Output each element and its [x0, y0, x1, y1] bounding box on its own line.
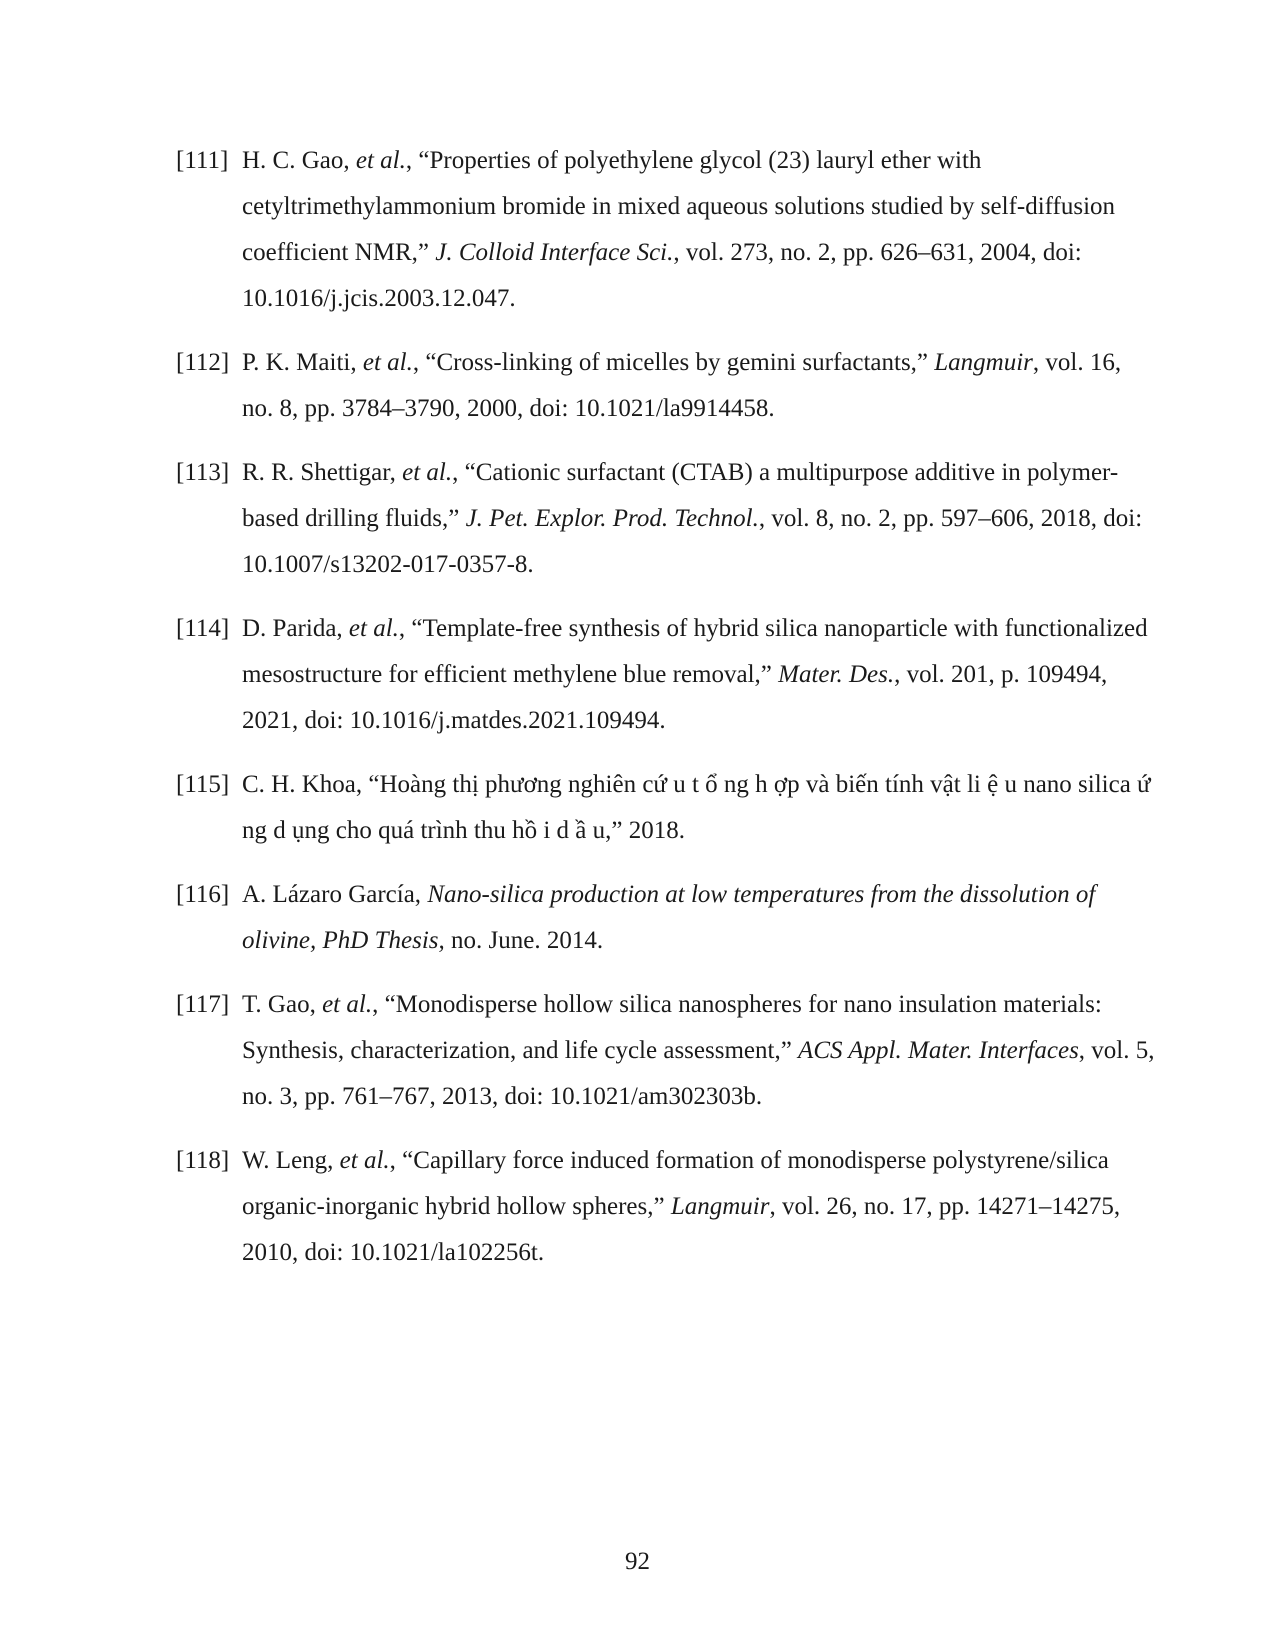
reference-item [176, 1138, 1156, 1276]
reference-title: , “Cross-linking of micelles by gemini surfactants,” [412, 349, 935, 376]
reference-item [176, 606, 1156, 744]
reference-item [176, 340, 1156, 432]
reference-et-al: et al. [362, 349, 413, 376]
reference-details: , vol. 201, p. 109494, 2021, doi: 10.1016/j.matdes.2021.109494. [242, 661, 1108, 734]
reference-details: , vol. 8, no. 2, pp. 597–606, 2018, doi: 10.1007/s13202-017-0357-8. [242, 505, 1143, 578]
reference-details: , vol. 273, no. 2, pp. 626–631, 2004, doi: 10.1016/j.jcis.2003.12.047. [242, 239, 1082, 312]
reference-authors: P. K. Maiti, [242, 349, 363, 376]
reference-journal: Mater. Des. [778, 661, 895, 688]
reference-et-al: et al. [339, 1147, 390, 1174]
reference-item [176, 450, 1156, 588]
reference-title: , “Template-free synthesis of hybrid silica nanoparticle with functionalized mesostructure for efficient methylene blue removal,” [242, 615, 1148, 688]
reference-title: , “Properties of polyethylene glycol (23) lauryl ether with cetyltrimethylammonium bromide in mixed aqueous solutions studied by self-diffusion coefficient NMR,” [242, 147, 1116, 266]
reference-journal: ACS Appl. Mater. Interfaces [798, 1037, 1079, 1064]
reference-authors: R. R. Shettigar, [242, 459, 403, 486]
reference-et-al: et al. [348, 615, 399, 642]
reference-item [176, 138, 1156, 322]
reference-number: [118] [176, 1147, 230, 1174]
reference-item [176, 982, 1156, 1120]
reference-number: [114] [176, 615, 230, 642]
reference-title: , “Monodisperse hollow silica nanospheres for nano insulation materials: Synthesis, characterization, and life cycle assessment,” [242, 991, 1102, 1064]
reference-et-al: et al. [322, 991, 373, 1018]
reference-thesis-title: Nano-silica production at low temperatures from the dissolution of olivine, PhD Thesis, [242, 881, 1096, 954]
reference-title: , “Capillary force induced formation of monodisperse polystyrene/silica organic-inorganic hybrid hollow spheres,” [242, 1147, 1109, 1220]
reference-authors: W. Leng, [242, 1147, 340, 1174]
reference-item [176, 872, 1156, 964]
reference-journal: J. Colloid Interface Sci. [435, 239, 674, 266]
reference-authors: H. C. Gao, [242, 147, 356, 174]
reference-number: [115] [176, 771, 230, 798]
reference-title: , “Cationic surfactant (CTAB) a multipurpose additive in polymer-based drilling fluids,” [242, 459, 1119, 532]
reference-details: , vol. 26, no. 17, pp. 14271–14275, 2010, doi: 10.1021/la102256t. [242, 1193, 1121, 1266]
reference-journal: J. Pet. Explor. Prod. Technol. [465, 505, 759, 532]
reference-et-al: et al. [355, 147, 406, 174]
reference-et-al: et al. [402, 459, 453, 486]
reference-number: [113] [176, 459, 230, 486]
reference-details: no. June. 2014. [444, 927, 604, 954]
reference-number: [117] [176, 991, 230, 1018]
reference-number: [111] [176, 147, 229, 174]
reference-authors: D. Parida, [242, 615, 349, 642]
reference-text: C. H. Khoa, “Hoàng thị phương nghiên cứ u t ổ ng h ợp và biến tính vật li ệ u nano silica ứ ng d ụng cho quá trình thu hồ i d ầ u,” 2018. [242, 771, 1151, 844]
reference-item [176, 762, 1156, 854]
reference-journal: Langmuir [670, 1193, 770, 1220]
reference-number: [116] [176, 881, 230, 908]
reference-number: [112] [176, 349, 230, 376]
reference-details: , vol. 16, no. 8, pp. 3784–3790, 2000, doi: 10.1021/la9914458. [242, 349, 1122, 422]
reference-authors: A. Lázaro García, [242, 881, 428, 908]
reference-list [176, 138, 1156, 1294]
reference-authors: T. Gao, [242, 991, 323, 1018]
reference-details: , vol. 5, no. 3, pp. 761–767, 2013, doi: 10.1021/am302303b. [242, 1037, 1155, 1110]
reference-journal: Langmuir [934, 349, 1033, 376]
page-number: 92 [625, 1548, 650, 1575]
